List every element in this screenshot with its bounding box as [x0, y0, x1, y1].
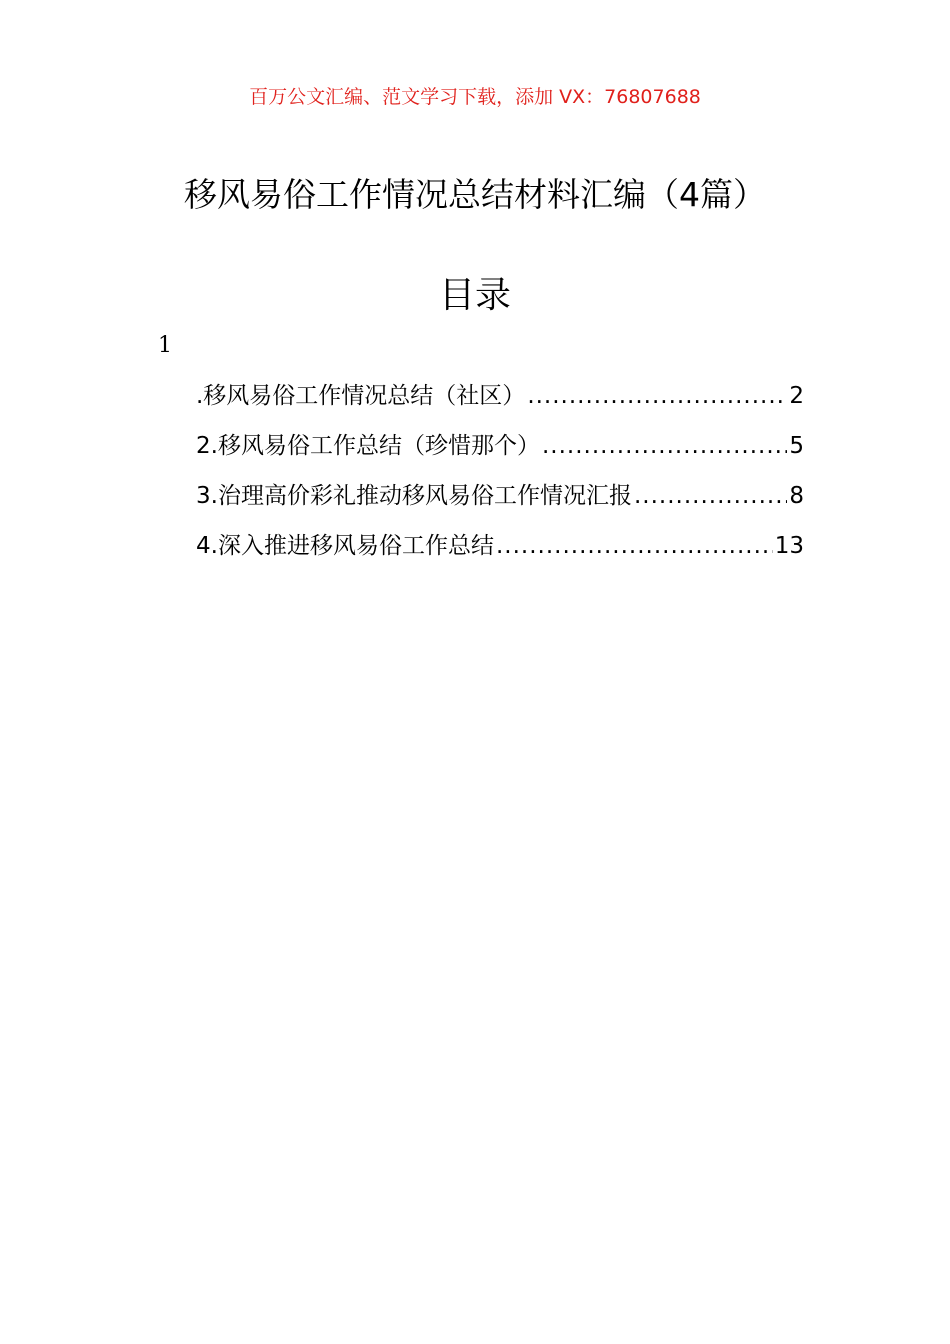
- toc-entry-label: 3.治理高价彩礼推动移风易俗工作情况汇报: [196, 483, 632, 509]
- toc-entry-page: 8: [789, 483, 804, 509]
- document-title: 移风易俗工作情况总结材料汇编（4篇）: [184, 175, 766, 214]
- toc-dot-leader: [634, 478, 787, 514]
- toc-entry-1[interactable]: [196, 378, 804, 428]
- toc-entry-page: 13: [774, 533, 804, 559]
- toc-entry-label: 4.深入推进移风易俗工作总结: [196, 533, 494, 559]
- table-of-contents: [196, 378, 804, 578]
- toc-dot-leader: [542, 428, 787, 464]
- toc-entry-label: .移风易俗工作情况总结（社区）: [196, 383, 526, 409]
- watermark-header-note: 百万公文汇编、范文学习下载，添加 VX：76807688: [249, 86, 701, 108]
- toc-entry-page: 5: [789, 433, 804, 459]
- toc-dot-leader: [496, 528, 773, 564]
- toc-entry-label: 2.移风易俗工作总结（珍惜那个）: [196, 433, 540, 459]
- stray-page-number: 1: [158, 333, 172, 358]
- toc-entry-3[interactable]: [196, 478, 804, 528]
- toc-entry-2[interactable]: [196, 428, 804, 478]
- toc-entry-4[interactable]: [196, 528, 804, 578]
- toc-heading: 目录: [438, 275, 511, 316]
- toc-entry-page: 2: [789, 383, 804, 409]
- toc-dot-leader: [527, 378, 787, 414]
